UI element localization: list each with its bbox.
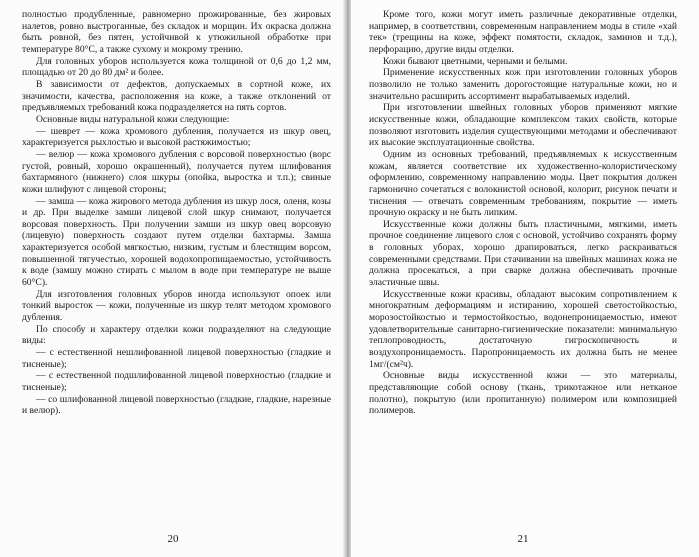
paragraph: По способу и характеру отделки кожи подразделяют на следующие виды:: [22, 323, 331, 347]
paragraph: — шеврет — кожа хромового дубления, получается из шкур овец, характеризуется рыхлостью и высокой растяжимостью;: [22, 125, 331, 149]
paragraph: полностью продубленные, равномерно прожированные, без жировых налетов, ровно выстроганные, без складок и морщин. Их окраска должна быть ровной, без пятен, устойчивой к утюжильной обработке при температуре 80°С, а также сухому и мокрому трению.: [22, 9, 331, 55]
paragraph: В зависимости от дефектов, допускаемых в сортной коже, их значимости, качества, расположения на коже, а также отклонений от предъявляемых требований кожа подразделяется на пять сортов.: [22, 78, 331, 114]
paragraph: Искусственные кожи должны быть пластичными, мягкими, иметь прочное соединение лицевого слоя с основой, устойчиво сохранять форму в головных уборах, хорошо драпироваться, легко раскраиваться современными средствами. При стачивании на швейных машинах кожа не должна просекаться, а при сварке должна обеспечивать прочные эластичные швы.: [369, 218, 677, 289]
paragraph: Основные виды натуральной кожи следующие:: [36, 113, 230, 125]
right-page-text: [369, 9, 677, 417]
paragraph: При изготовлении швейных головных уборов применяют мягкие искусственные кожи, обладающие комплексом таких свойств, которые позволяют изготовить изделия существующими методами и обеспечивают их высокие эксплуатационные свойства.: [369, 102, 677, 149]
page-number-right: 21: [517, 533, 529, 545]
paragraph: — с естественной нешлифованной лицевой поверхностью (гладкие и тисненые);: [22, 347, 331, 370]
paragraph: — велюр — кожа хромового дубления с ворсовой поверхностью (ворс густой, ровный, хорошо окрашенный), получается путем шлифования бахтармяного (нижнего) слоя шкуры (опойка, выростка и т.п.); свиные кожи шлифуют с лицевой стороны;: [22, 148, 331, 195]
right-page: [351, 0, 699, 557]
paragraph: — с естественной подшлифованной лицевой поверхностью (гладкие и тисненые);: [22, 370, 331, 393]
paragraph: Для изготовления головных уборов иногда используют опоек или тонкий выросток — кожи, полученные из шкур телят методом хромового дубления.: [22, 288, 331, 324]
paragraph: Применение искусственных кож при изготовлении головных уборов позволило не только заменить дорогостоящие натуральные кожи, но и значительно расширить ассортимент вырабатываемых изделий.: [369, 67, 677, 102]
left-page: [0, 0, 345, 557]
paragraph: Искусственные кожи красивы, обладают высоким сопротивлением к многократным деформациям и истиранию, хорошей светостойкостью, морозостойкостью и термостойкостью, водонепроницаемостью, имеют удовлетворительные санитарно-гигиенические показатели: минимальную теплопроводность, достаточную гигроскопичность и воздухопроницаемость. Паропроницаемость их должна быть не менее 1мг/(см²ч).: [369, 288, 677, 370]
paragraph: Кожи бывают цветными, черными и белыми.: [383, 55, 568, 67]
page-number-left: 20: [167, 533, 179, 545]
paragraph: Одним из основных требований, предъявляемых к искусственным кожам, является соответствие их художественно-колористическому оформлению, современному направлению моды. Цвет покрытия должен гармонично сочетаться с волокнистой основой, колорит, рисунок печати и тиснения — отвечать современным требованиям, покрытие — иметь прочную окраску и не быть липким.: [369, 148, 677, 219]
paragraph: Для головных уборов используется кожа толщиной от 0,6 до 1,2 мм, площадью от 20 до 80 дм² и более.: [22, 55, 331, 79]
paragraph: Основные виды искусственной кожи — это материалы, представляющие собой основу (ткань, трикотажное или нетканое полотно), покрытую (или пропитанную) полимером или композицией полимеров.: [369, 370, 677, 417]
paragraph: Кроме того, кожи могут иметь различные декоративные отделки, например, в соответствии, современным направлением моды в стиле «хай тек» (трещины на коже, эффект помятости, складок, заминов и т.д.), перфорацию, другие виды отделки.: [369, 9, 677, 55]
left-page-text: [22, 9, 331, 417]
paragraph: — со шлифованной лицевой поверхностью (гладкие, гладкие, нарезные и велюр).: [22, 393, 331, 417]
paragraph: — замша — кожа жирового метода дубления из шкур лося, оленя, козы и др. При выделке замши лицевой слой шкур снимают, получается ворсовая поверхность. При получении замши из шкур овец ворсовую (лицевую) поверхность создают путем отделки бахтармы. Замша характеризуется особой мягкостью, низким, густым и блестящим ворсом, повышенной тягучестью, хорошей водохопропищаемостью, устойчивость к воде (замшу можно стирать с мылом в воде при температуре не выше 60°С).: [22, 195, 331, 289]
